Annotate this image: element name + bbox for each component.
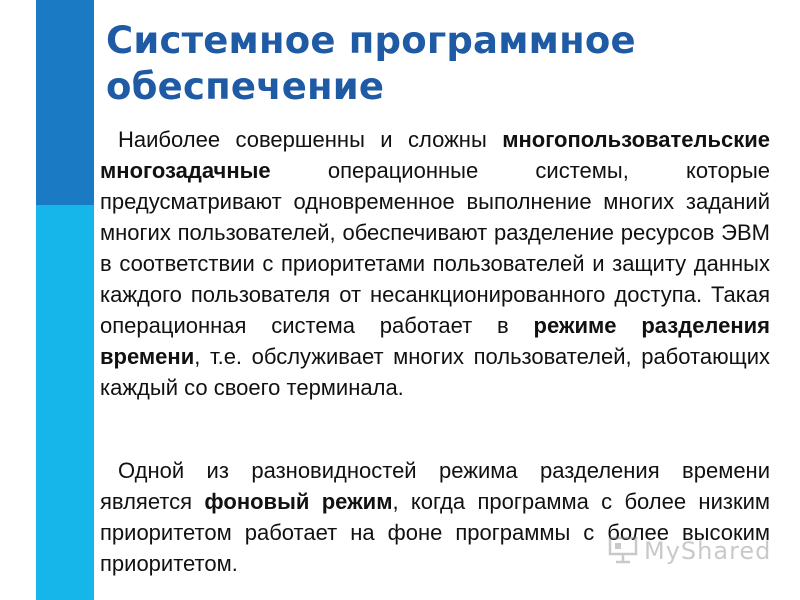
presentation-board-icon [608, 534, 638, 569]
watermark-text: MyShared [644, 537, 772, 565]
paragraph-multitasking-os [100, 124, 770, 403]
accent-bar-dark [36, 0, 94, 205]
paragraph-text: операционные системы, которые предусматривают одновременное выполнение многих заданий многих пользователей, обеспечивают разделение ресурсов ЭВМ в соответствии с приоритетами пользователей и защиту данных каждого пользователя от несанкционированного доступа. Такая операционная система работает в [100, 158, 770, 338]
paragraph-text: Одной из разновидностей режима разделения времени является [100, 458, 770, 514]
bold-term: режиме разделения времени [100, 313, 771, 369]
accent-bar-light [36, 205, 94, 600]
bold-term: фоновый режим [204, 489, 393, 514]
bold-term: многопользовательские многозадачные [100, 127, 770, 183]
paragraph-text: Наиболее совершенны и сложны [118, 127, 503, 152]
watermark [608, 534, 772, 568]
slide-title: Системное программное обеспечение [106, 19, 636, 108]
paragraph-text: , т.е. обслуживает многих пользователей, работающих каждый со своего терминала. [100, 344, 770, 400]
paragraph-text: , когда программа с более низким приоритетом работает на фоне программы с более высоким приоритетом. [100, 489, 770, 576]
